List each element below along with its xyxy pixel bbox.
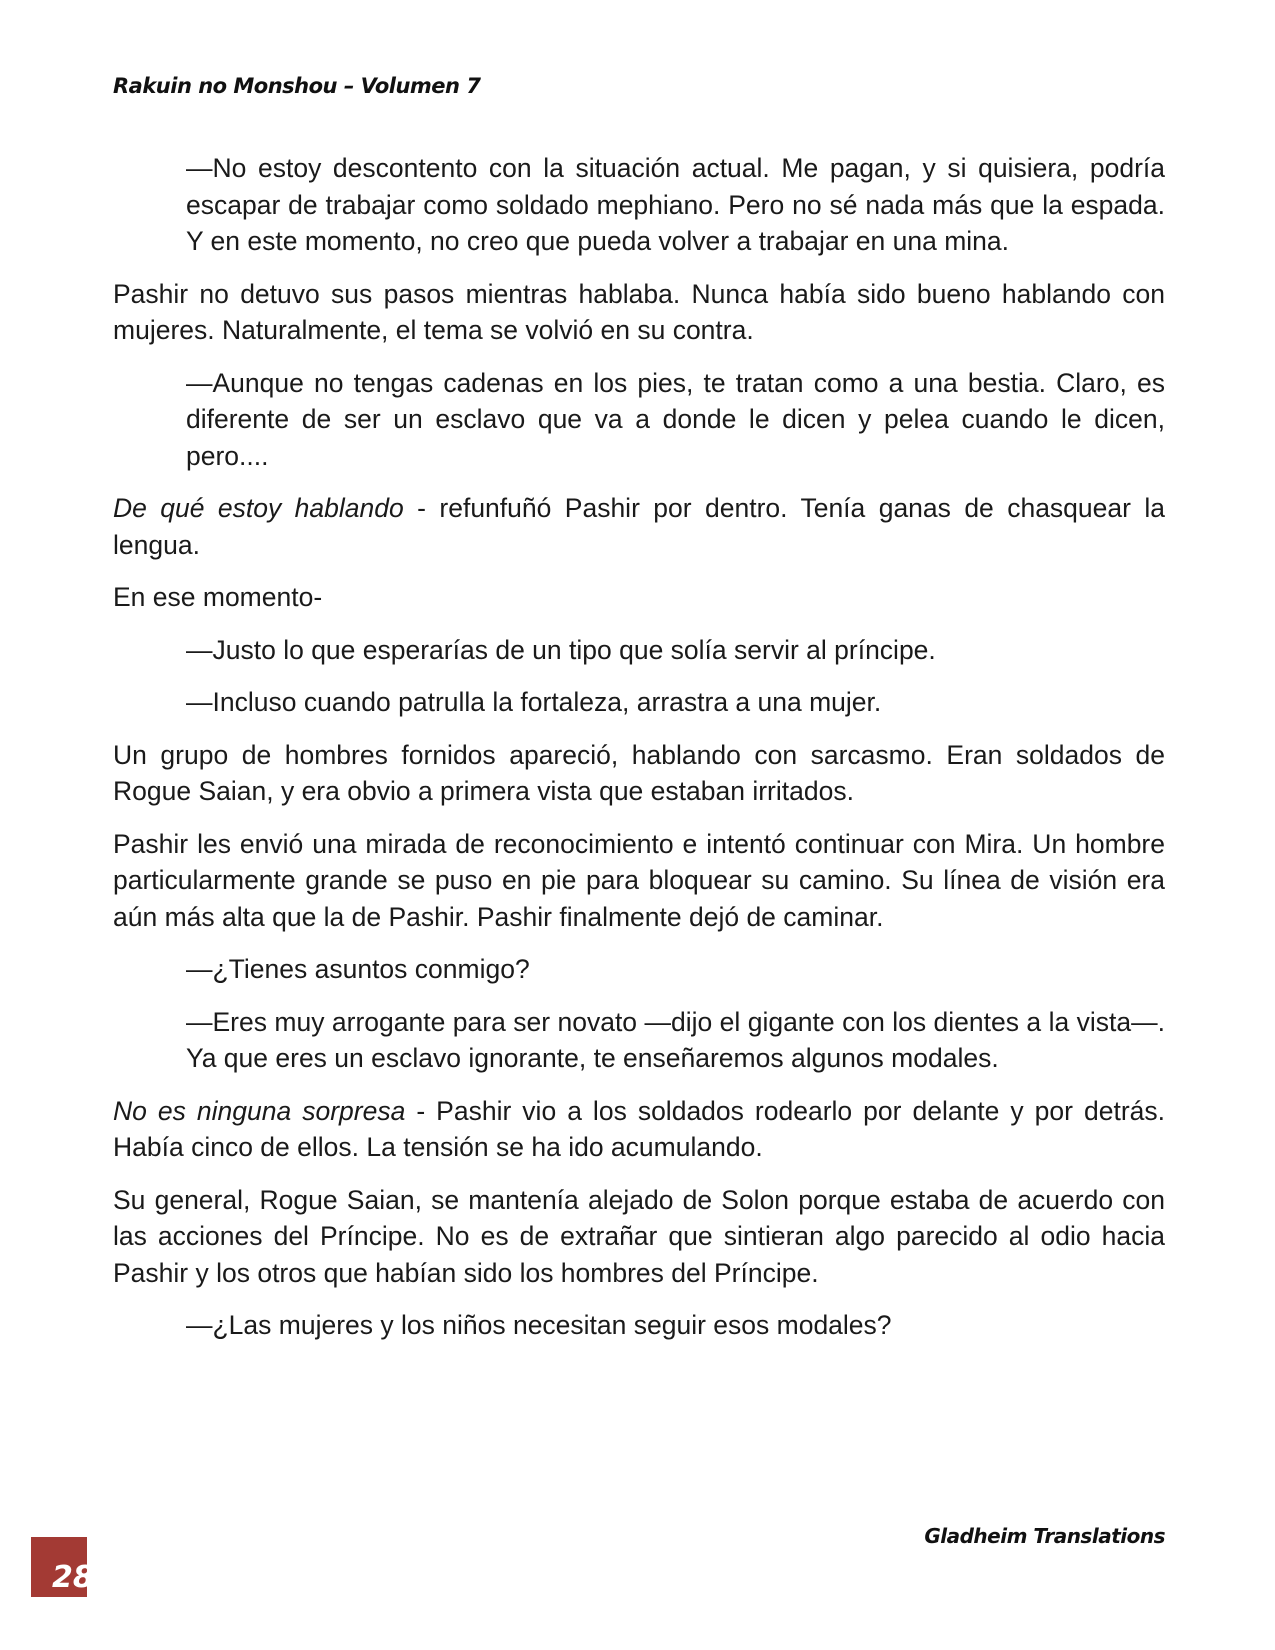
inner-thought: No es ninguna sorpresa bbox=[113, 1095, 406, 1126]
dialog-paragraph: —Eres muy arrogante para ser novato —dijo el gigante con los dientes a la vista—. Ya que eres un esclavo ignorante, te enseñaremos algunos modales. bbox=[186, 1006, 1165, 1073]
page-number-underline bbox=[31, 1597, 87, 1600]
dialog-paragraph: —Justo lo que esperarías de un tipo que solía servir al príncipe. bbox=[186, 634, 936, 665]
narration-paragraph: De qué estoy hablando - refunfuñó Pashir por dentro. Tenía ganas de chasquear la lengua. bbox=[113, 493, 1166, 560]
dialog-paragraph: —¿Las mujeres y los niños necesitan seguir esos modales? bbox=[186, 1310, 892, 1340]
narration-paragraph: Un grupo de hombres fornidos apareció, hablando con sarcasmo. Eran soldados de Rogue Saian, y era obvio a primera vista que estaban irritados. bbox=[113, 739, 1165, 806]
inner-thought: De qué estoy hablando bbox=[113, 493, 404, 523]
narration-paragraph: Pashir les envió una mirada de reconocimiento e intentó continuar con Mira. Un hombre particularmente grande se puso en pie para bloquear su camino. Su línea de visión era aún más alta que la de Pashir. Pashir finalmente dejó de caminar. bbox=[113, 828, 1165, 932]
dialog-paragraph: —Aunque no tengas cadenas en los pies, te tratan como a una bestia. Claro, es diferente de ser un esclavo que va a donde le dicen y pelea cuando le dicen, pero.... bbox=[186, 367, 1165, 471]
narration-paragraph: Su general, Rogue Saian, se mantenía alejado de Solon porque estaba de acuerdo con las acciones del Príncipe. No es de extrañar que sintieran algo parecido al odio hacia Pashir y los otros que habían sido los hombres del Príncipe. bbox=[113, 1184, 1165, 1288]
dialog-paragraph: —Incluso cuando patrulla la fortaleza, arrastra a una mujer. bbox=[186, 687, 882, 717]
dialog-paragraph: —No estoy descontento con la situación actual. Me pagan, y si quisiera, podría escapar de trabajar como soldado mephiano. Pero no sé nada más que la espada. Y en este momento, no creo que pueda volver a trabajar en una mina. bbox=[186, 153, 1165, 256]
narration-paragraph: En ese momento- bbox=[113, 582, 323, 612]
running-header: Rakuin no Monshou – Volumen 7 bbox=[113, 74, 481, 98]
page-body bbox=[113, 150, 1165, 1360]
translator-credit: Gladheim Translations bbox=[924, 1524, 1165, 1548]
narration-paragraph: Pashir no detuvo sus pasos mientras hablaba. Nunca había sido bueno hablando con mujeres. Naturalmente, el tema se volvió en su contra. bbox=[113, 278, 1165, 345]
narration-paragraph: No es ninguna sorpresa - Pashir vio a los soldados rodearlo por delante y por detrás. Había cinco de ellos. La tensión se ha ido acumulando. bbox=[113, 1095, 1166, 1162]
dialog-paragraph: —¿Tienes asuntos conmigo? bbox=[186, 954, 530, 984]
page-number: 28 bbox=[52, 1560, 94, 1595]
